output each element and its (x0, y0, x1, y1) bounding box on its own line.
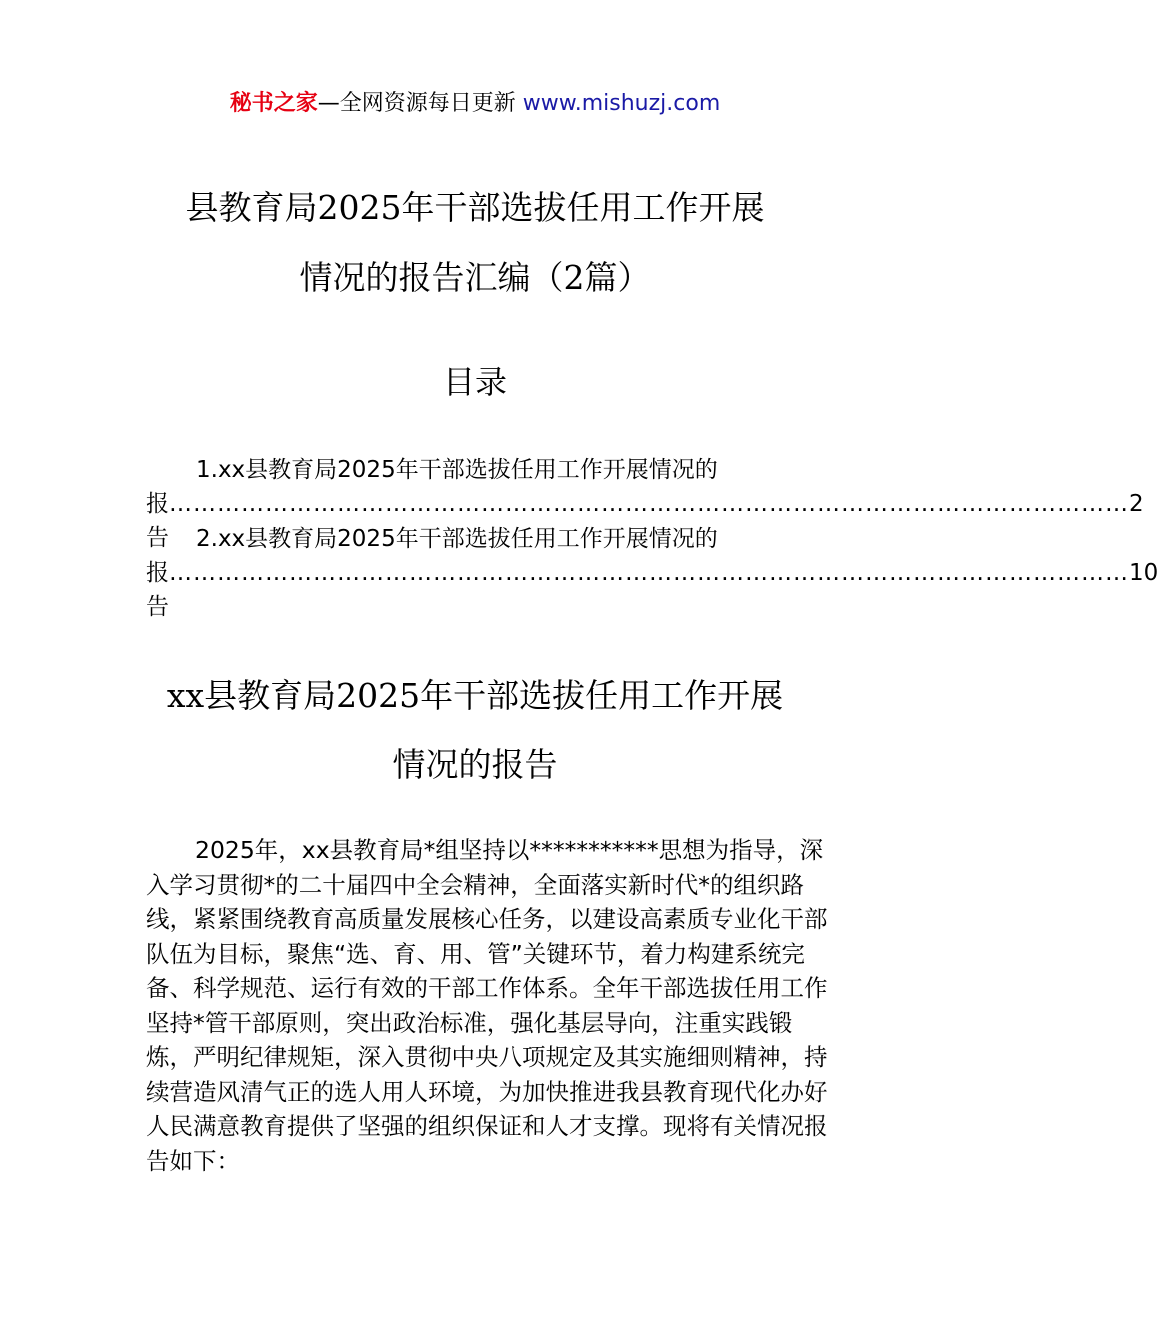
article-body (146, 833, 830, 1178)
site-header (0, 86, 950, 122)
toc-entry-title: 1.xx县教育局2025年干部选拔任用工作开展情况的 (196, 457, 718, 483)
site-brand: 秘书之家 (229, 91, 318, 116)
article-title-line-2: 情况的报告 (392, 745, 558, 784)
toc-page-number: 10 (1129, 560, 1158, 586)
site-url-link[interactable]: www.mishuzj.com (522, 91, 721, 116)
article-title-line-1: xx县教育局2025年干部选拔任用工作开展 (166, 676, 784, 715)
article-paragraph: 2025年，xx县教育局*组坚持以***********思想为指导，深入学习贯彻*的二十届四中全会精神，全面落实新时代*的组织路线，紧紧围绕教育高质量发展核心任务，以建设高素质专业化干部队伍为目标，聚焦“选、育、用、管”关键环节，着力构建系统完备、科学规范、运行有效的干部工作体系。全年干部选拔任用工作坚持*管干部原则，突出政治标准，强化基层导向，注重实践锻炼，严明纪律规矩，深入贯彻中央八项规定及其实施细则精神，持续营造风清气正的选人用人环境，为加快推进我县教育现代化办好人民满意教育提供了坚强的组织保证和人才支撑。现将有关情况报告如下： (146, 836, 828, 1175)
toc-heading: 目录 (442, 363, 507, 401)
toc-page-number: 2 (1129, 491, 1144, 517)
toc-entry[interactable] (146, 522, 1158, 624)
document-title-line-2: 情况的报告汇编（2篇） (299, 258, 651, 297)
toc-entry-title: 2.xx县教育局2025年干部选拔任用工作开展情况的 (196, 526, 718, 552)
toc-entry-title-tail: 报告 (146, 560, 169, 620)
toc-dot-leader: ………………………………………………………………………………………………………… (169, 560, 1129, 586)
toc-dot-leader: ………………………………………………………………………………………………………… (169, 491, 1129, 517)
site-tagline: —全网资源每日更新 (317, 91, 523, 116)
toc-entry-title-tail: 报告 (146, 491, 169, 551)
document-title-line-1: 县教育局2025年干部选拔任用工作开展 (185, 188, 765, 227)
